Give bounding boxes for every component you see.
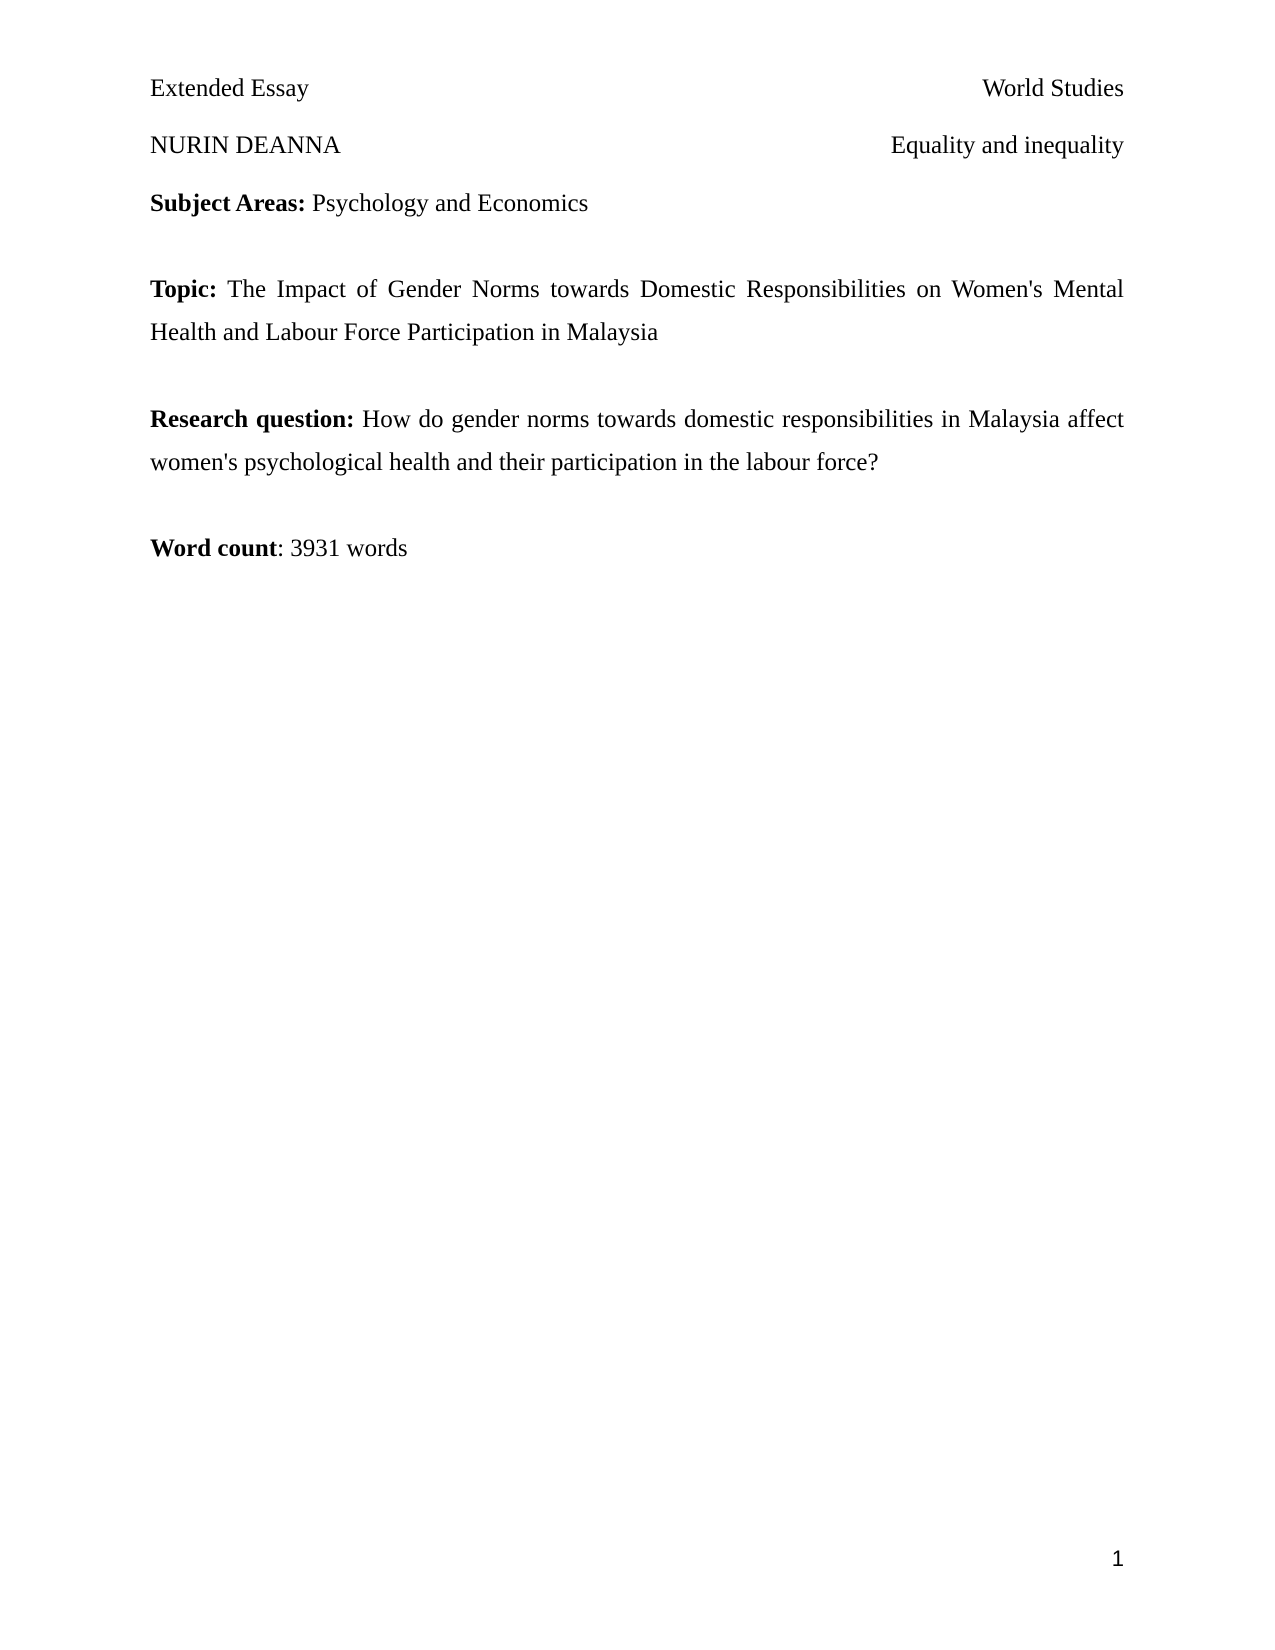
word-count	[150, 527, 1124, 570]
essay-type: Extended Essay	[150, 75, 309, 102]
research-question-label: Research question:	[150, 406, 355, 433]
subject-areas	[150, 182, 1124, 225]
word-count-label: Word count	[150, 535, 278, 562]
author-name: NURIN DEANNA	[150, 132, 341, 159]
header-row-2	[150, 131, 1124, 161]
topic-label: Topic:	[150, 276, 218, 303]
topic-value: The Impact of Gender Norms towards Domestic Responsibilities on Women's Mental Health and Labour Force Participation in Malaysia	[150, 276, 1124, 346]
research-question-value: How do gender norms towards domestic responsibilities in Malaysia affect women's psychological health and their participation in the labour force?	[150, 406, 1124, 476]
header-row-1	[150, 74, 1124, 104]
subject-areas-label: Subject Areas:	[150, 190, 306, 217]
research-question	[150, 398, 1124, 484]
subject-areas-value: Psychology and Economics	[305, 190, 589, 217]
word-count-value: : 3931 words	[277, 535, 408, 562]
page-number: 1	[1111, 1546, 1124, 1571]
essay-theme: Equality and inequality	[890, 132, 1124, 159]
topic	[150, 268, 1124, 354]
essay-category: World Studies	[982, 75, 1124, 102]
